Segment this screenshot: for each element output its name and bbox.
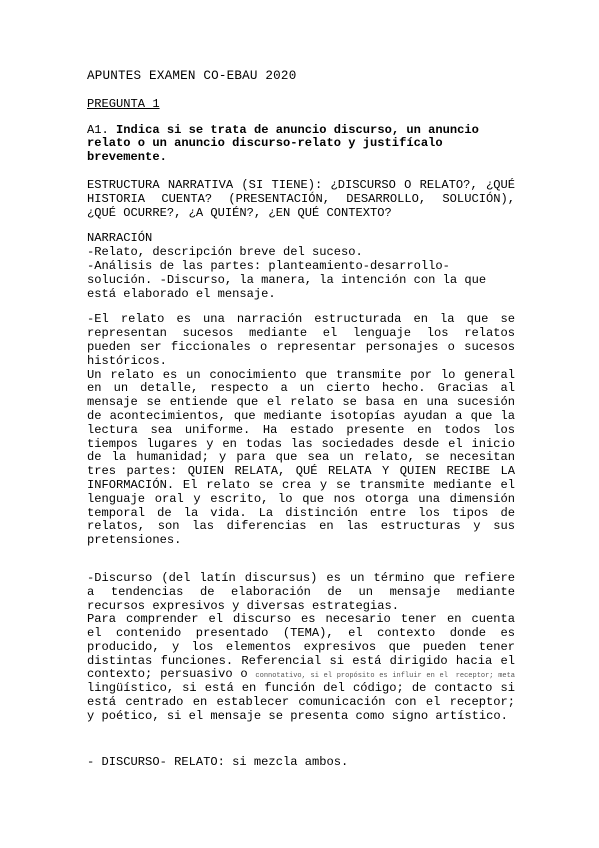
narracion-section	[87, 232, 515, 301]
question-number: A1.	[87, 122, 109, 137]
discurso-relato-line: - DISCURSO- RELATO: si mezcla ambos.	[87, 754, 349, 769]
document-page	[87, 70, 515, 769]
discurso-text-a: Para comprender el discurso es necesario tener en cuenta el contenido presentado (TEMA), el contexto donde es producido, y los elementos expresivos que pueden tener distintas funciones. Referencial si está dirigido hacia el contexto; persuasivo o	[87, 612, 515, 682]
question-heading: PREGUNTA 1	[87, 96, 160, 111]
discurso-paragraph-2	[87, 613, 515, 723]
question-text: Indica si se trata de anuncio discurso, un anuncio relato o un anuncio discurso-relato y justifícalo brevemente.	[87, 122, 479, 165]
narracion-line: está elaborado el mensaje.	[87, 286, 276, 301]
discurso-small-text-2: receptor; meta	[455, 672, 516, 681]
document-title: APUNTES EXAMEN CO-EBAU 2020	[87, 69, 297, 83]
discurso-small-text-1: connotativo, si el propósito es influir en el	[255, 672, 448, 681]
narrative-structure: ESTRUCTURA NARRATIVA (SI TIENE): ¿DISCURSO O RELATO?, ¿QUÉ HISTORIA CUENTA? (PRESENTACIÓN, DESARROLLO, SOLUCIÓN), ¿QUÉ OCURRE?, ¿A QUIÉN?, ¿EN QUÉ CONTEXTO?	[87, 177, 515, 220]
relato-paragraph-2: Un relato es un conocimiento que transmite por lo general en un detalle, respecto a un cierto hecho. Gracias al mensaje se entiende que el relato se basa en una sucesión de acontecimientos, que mediante isotopías ayudan a que la lectura sea uniforme. Ha estado presente en todos los tiempos lugares y en todas las sociedades desde el inicio de la humanidad; y para que sea un relato, se necesitan tres partes: QUIEN RELATA, QUÉ RELATA Y QUIEN RECIBE LA INFORMACIÓN. El relato se crea y se transmite mediante el lenguaje oral y escrito, lo que nos otorga una dimensión temporal de la vida. La distinción entre los tipos de relatos, son las diferencias en las estructuras y sus pretensiones.	[87, 367, 515, 548]
narracion-title: NARRACIÓN	[87, 231, 153, 246]
relato-paragraph-1: -El relato es una narración estructurada en la que se representan sucesos mediante el lenguaje los relatos pueden ser ficcionales o representar personajes o sucesos históricos.	[87, 312, 515, 368]
narracion-line: -Análisis de las partes: planteamiento-desarrollo-	[87, 258, 450, 273]
narracion-line: -Relato, descripción breve del suceso.	[87, 245, 363, 260]
discurso-paragraph-1: -Discurso (del latín discursus) es un término que refiere a tendencias de elaboración de un mensaje mediante recursos expresivos y diversas estrategias.	[87, 570, 515, 613]
narracion-line: solución. -Discurso, la manera, la intención con la que	[87, 272, 487, 287]
discurso-text-b: lingüístico, si está en función del código; de contacto si está centrado en establecer comunicación con el receptor; y poético, si el mensaje se presenta como signo artístico.	[87, 681, 515, 723]
question-statement	[87, 124, 515, 165]
